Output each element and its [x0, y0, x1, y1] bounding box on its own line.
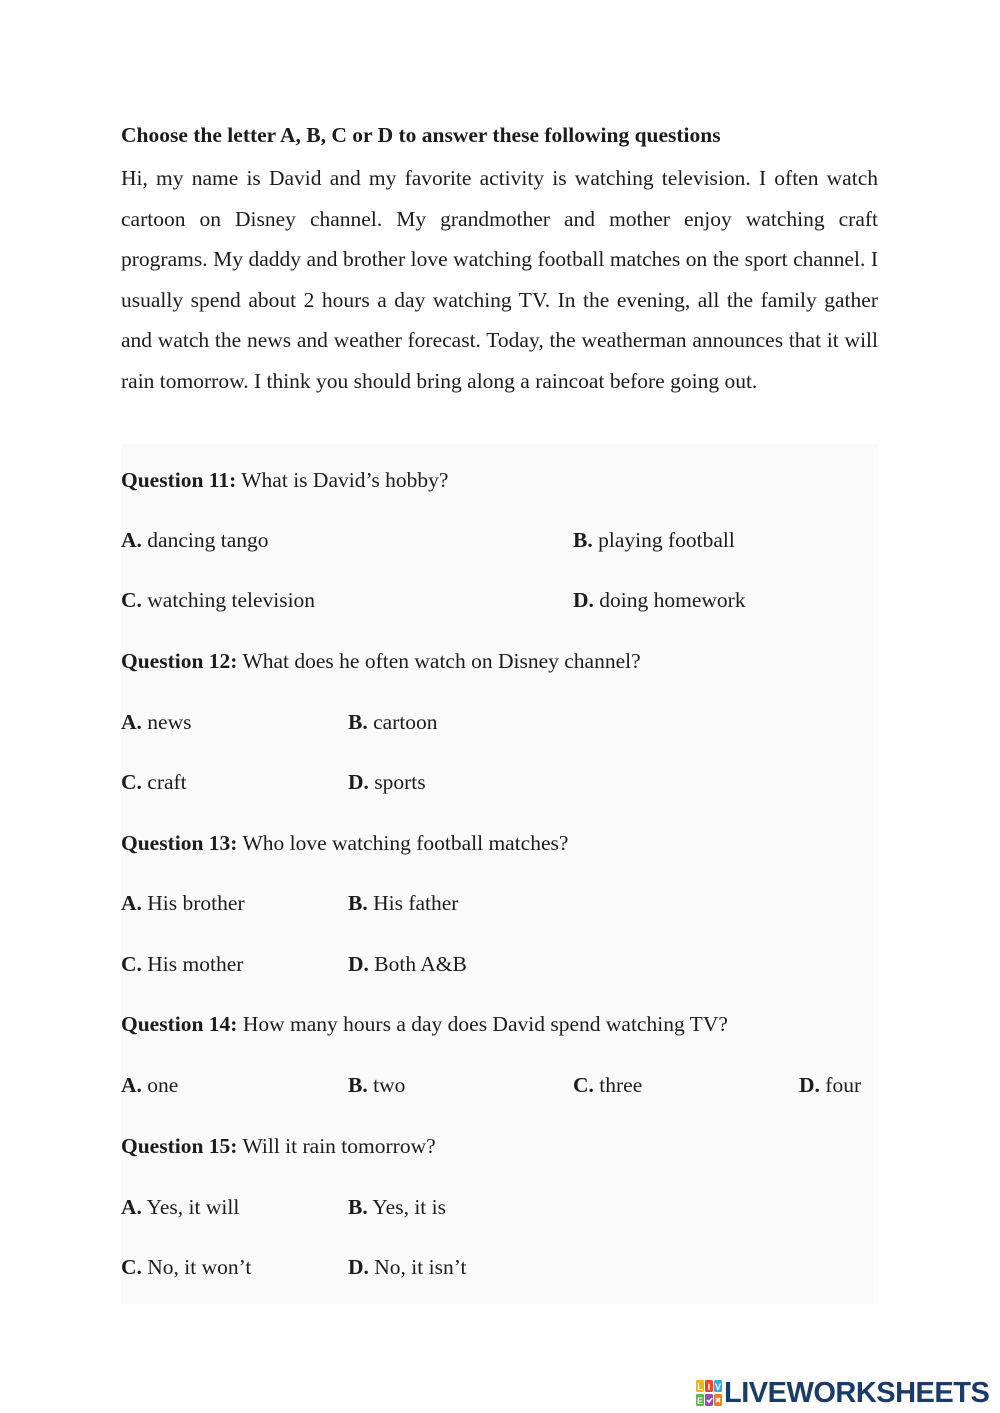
option-letter: C. — [121, 588, 142, 612]
option-letter: D. — [348, 1255, 369, 1279]
question-12 — [121, 645, 878, 677]
option-letter: D. — [573, 588, 594, 612]
question-11-options-row-2 — [121, 584, 878, 616]
q14-option-b[interactable] — [348, 1069, 405, 1101]
question-12-label: Question 12: — [121, 649, 238, 673]
q11-option-b[interactable] — [573, 524, 735, 556]
option-text: Yes, it is — [367, 1195, 446, 1219]
q15-option-c[interactable] — [121, 1251, 251, 1283]
option-letter: B. — [348, 1195, 368, 1219]
q12-option-b[interactable] — [348, 706, 438, 738]
question-12-options-row-1 — [121, 706, 878, 738]
q13-option-c[interactable] — [121, 948, 243, 980]
q11-option-a[interactable] — [121, 524, 268, 556]
option-letter: D. — [799, 1073, 820, 1097]
option-text: four — [819, 1073, 862, 1097]
option-letter: C. — [121, 952, 142, 976]
option-text: Both A&B — [368, 952, 467, 976]
q13-option-d[interactable] — [348, 948, 467, 980]
q14-option-d[interactable] — [799, 1069, 861, 1101]
instruction-heading: Choose the letter A, B, C or D to answer these following questions — [121, 123, 721, 147]
option-letter: B. — [348, 891, 368, 915]
question-11-text: What is David’s hobby? — [236, 468, 449, 492]
question-15-options-row-1 — [121, 1191, 878, 1223]
svg-text:E: E — [696, 1396, 704, 1406]
q15-option-d[interactable] — [348, 1251, 466, 1283]
question-12-text: What does he often watch on Disney channel? — [237, 649, 641, 673]
q14-option-c[interactable] — [573, 1069, 642, 1101]
reading-passage: Hi, my name is David and my favorite activity is watching television. I often watch cartoon on Disney channel. My grandmother and mother enjoy watching craft programs. My daddy and brother love watching football matches on the sport channel. I usually spend about 2 hours a day watching TV. In the evening, all the family gather and watch the news and weather forecast. Today, the weatherman announces that it will rain tomorrow. I think you should bring along a raincoat before going out. — [121, 166, 878, 393]
q12-option-d[interactable] — [348, 766, 426, 798]
question-14-text: How many hours a day does David spend watching TV? — [237, 1012, 728, 1036]
question-15-label: Question 15: — [121, 1134, 238, 1158]
option-text: doing homework — [593, 588, 746, 612]
option-text: watching television — [141, 588, 316, 612]
option-text: sports — [368, 770, 426, 794]
question-12-options-row-2 — [121, 766, 878, 798]
q12-option-c[interactable] — [121, 766, 187, 798]
option-letter: A. — [121, 710, 142, 734]
question-13-options-row-2 — [121, 948, 878, 980]
option-letter: B. — [348, 1073, 368, 1097]
option-letter: C. — [573, 1073, 594, 1097]
option-letter: B. — [573, 528, 593, 552]
svg-text:I: I — [707, 1382, 711, 1392]
option-letter: A. — [121, 891, 142, 915]
option-text: No, it won’t — [141, 1255, 252, 1279]
q12-option-a[interactable] — [121, 706, 191, 738]
q13-option-b[interactable] — [348, 887, 458, 919]
question-15-text: Will it rain tomorrow? — [237, 1134, 436, 1158]
option-text: cartoon — [367, 710, 438, 734]
question-13-text: Who love watching football matches? — [237, 831, 569, 855]
option-text: news — [141, 710, 192, 734]
question-15-options-row-2 — [121, 1251, 878, 1283]
svg-text:V: V — [714, 1382, 722, 1392]
question-area — [121, 444, 878, 1304]
q15-option-b[interactable] — [348, 1191, 446, 1223]
option-letter: B. — [348, 710, 368, 734]
option-text: Yes, it will — [141, 1195, 240, 1219]
option-text: craft — [141, 770, 187, 794]
option-letter: D. — [348, 770, 369, 794]
liveworksheets-logo[interactable] — [696, 1376, 994, 1410]
question-15 — [121, 1130, 878, 1162]
q11-option-d[interactable] — [573, 584, 746, 616]
option-text: His father — [367, 891, 459, 915]
logo-text: LIVEWORKSHEETS — [724, 1377, 990, 1409]
question-14-label: Question 14: — [121, 1012, 238, 1036]
q13-option-a[interactable] — [121, 887, 245, 919]
option-text: His mother — [141, 952, 244, 976]
liveworksheets-logo-icon — [696, 1380, 722, 1406]
q15-option-a[interactable] — [121, 1191, 239, 1223]
option-letter: C. — [121, 770, 142, 794]
q14-option-a[interactable] — [121, 1069, 178, 1101]
option-letter: A. — [121, 528, 142, 552]
option-text: No, it isn’t — [368, 1255, 467, 1279]
option-text: dancing tango — [141, 528, 269, 552]
question-13-options-row-1 — [121, 887, 878, 919]
question-13-label: Question 13: — [121, 831, 238, 855]
question-13 — [121, 827, 878, 859]
option-letter: A. — [121, 1195, 142, 1219]
option-letter: C. — [121, 1255, 142, 1279]
option-text: three — [593, 1073, 643, 1097]
question-11 — [121, 464, 878, 496]
option-text: one — [141, 1073, 179, 1097]
svg-text:L: L — [697, 1382, 703, 1392]
option-text: playing football — [592, 528, 735, 552]
option-text: two — [367, 1073, 406, 1097]
question-14 — [121, 1008, 878, 1040]
option-letter: D. — [348, 952, 369, 976]
question-11-label: Question 11: — [121, 468, 237, 492]
option-text: His brother — [141, 891, 245, 915]
option-letter: A. — [121, 1073, 142, 1097]
question-11-options-row-1 — [121, 524, 878, 556]
q11-option-c[interactable] — [121, 584, 315, 616]
question-14-options-row — [121, 1069, 878, 1101]
